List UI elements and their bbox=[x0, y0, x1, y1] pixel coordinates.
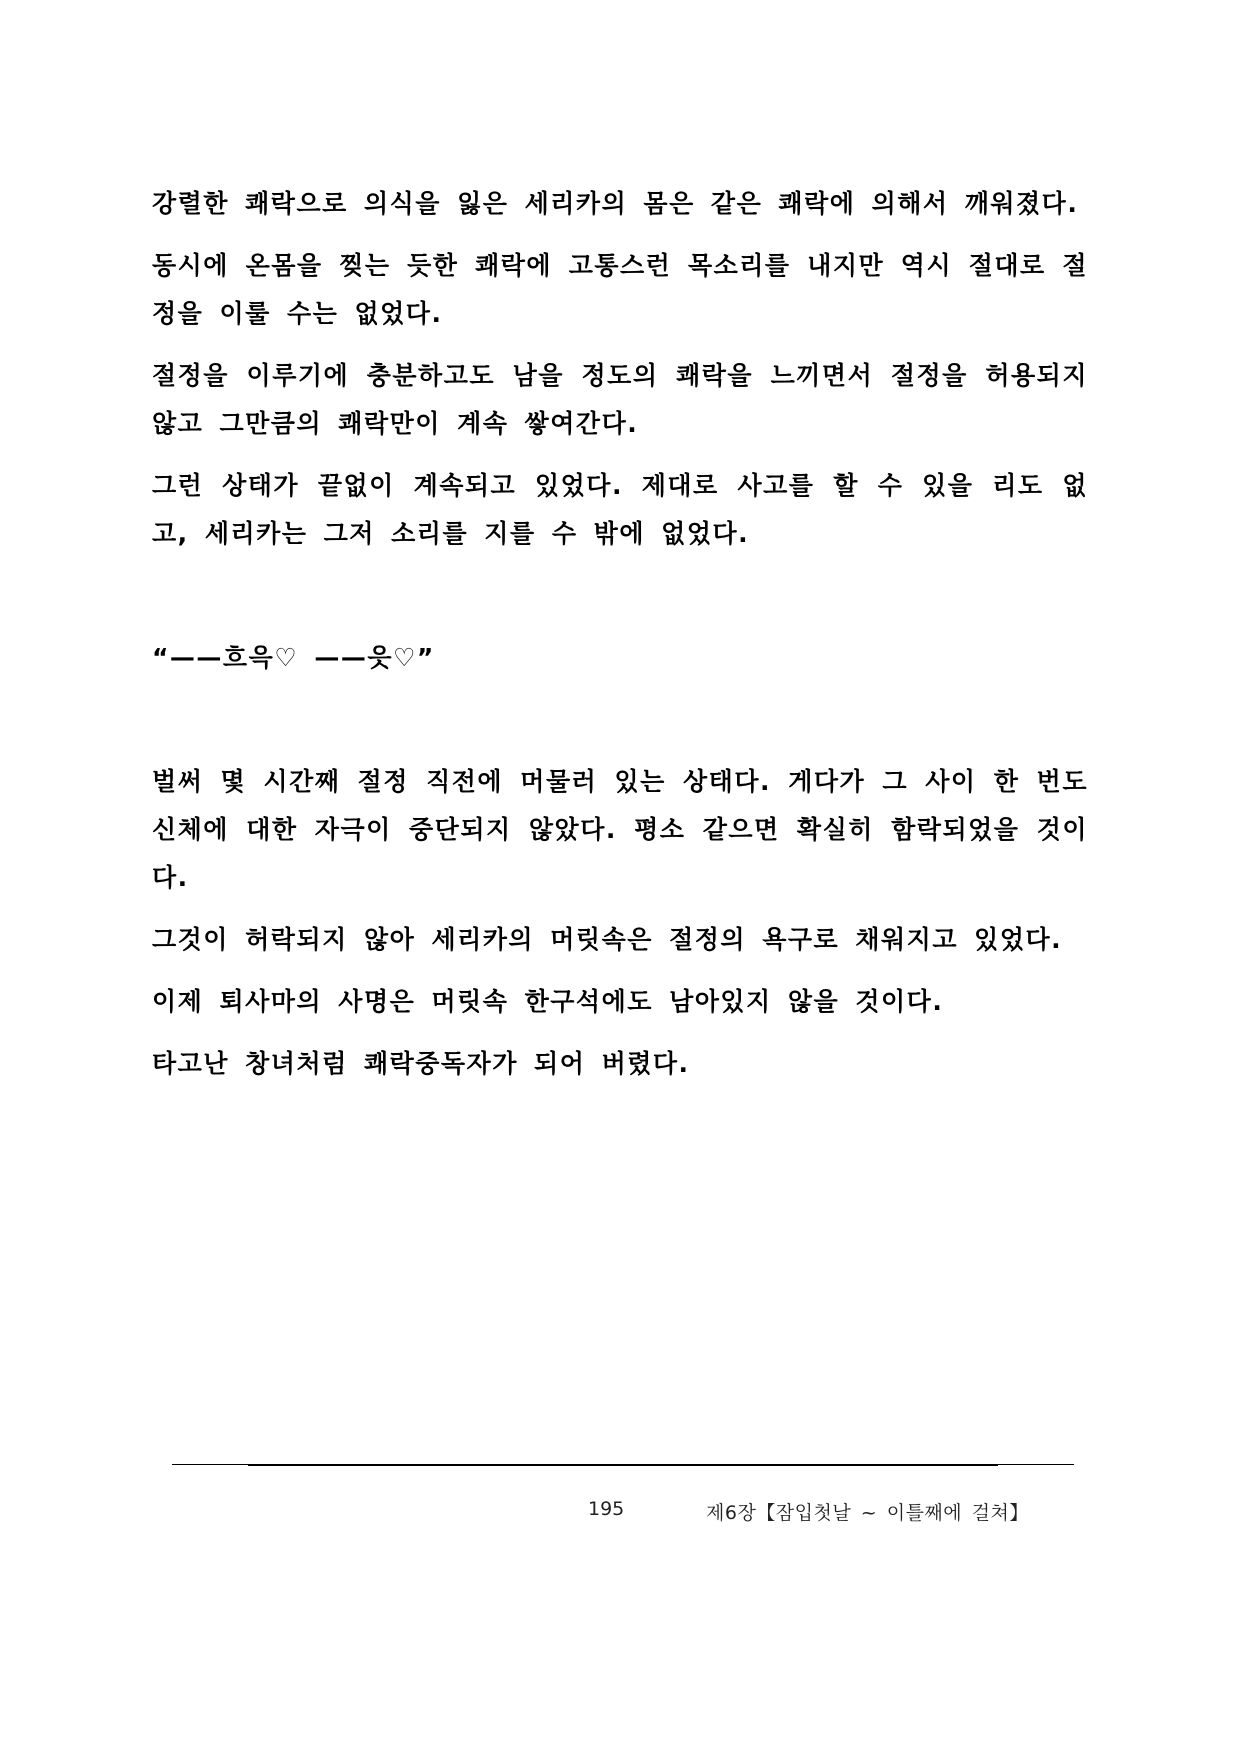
footer-divider-accent bbox=[248, 1464, 998, 1466]
dialogue-line: “——흐윽♡ ——읏♡” bbox=[152, 643, 435, 672]
body-text bbox=[152, 180, 1088, 1088]
paragraph-5: 벌써 몇 시간째 절정 직전에 머물러 있는 상태다. 게다가 그 사이 한 번도 신체에 대한 자극이 중단되지 않았다. 평소 같으면 확실히 함락되었을 것이다. bbox=[152, 767, 1088, 892]
chapter-title: 제6장【잠입첫날 ~ 이틀째에 걸쳐】 bbox=[706, 1502, 1029, 1524]
paragraph-3: 절정을 이루기에 충분하고도 남을 정도의 쾌락을 느끼면서 절정을 허용되지 않고 그만큼의 쾌락만이 계속 쌓여간다. bbox=[152, 361, 1088, 438]
page-number: 195 bbox=[588, 1498, 625, 1520]
paragraph-1: 강렬한 쾌락으로 의식을 잃은 세리카의 몸은 같은 쾌락에 의해서 깨워졌다. bbox=[152, 189, 1079, 218]
paragraph-8: 타고난 창녀처럼 쾌락중독자가 되어 버렸다. bbox=[152, 1049, 690, 1078]
paragraph-7: 이제 퇴사마의 사명은 머릿속 한구석에도 남아있지 않을 것이다. bbox=[152, 987, 944, 1016]
paragraph-2: 동시에 온몸을 찢는 듯한 쾌락에 고통스런 목소리를 내지만 역시 절대로 절정을 이룰 수는 없었다. bbox=[152, 251, 1088, 328]
paragraph-6: 그것이 허락되지 않아 세리카의 머릿속은 절정의 욕구로 채워지고 있었다. bbox=[152, 925, 1063, 954]
paragraph-4: 그런 상태가 끝없이 계속되고 있었다. 제대로 사고를 할 수 있을 리도 없고, 세리카는 그저 소리를 지를 수 밖에 없었다. bbox=[152, 471, 1088, 548]
